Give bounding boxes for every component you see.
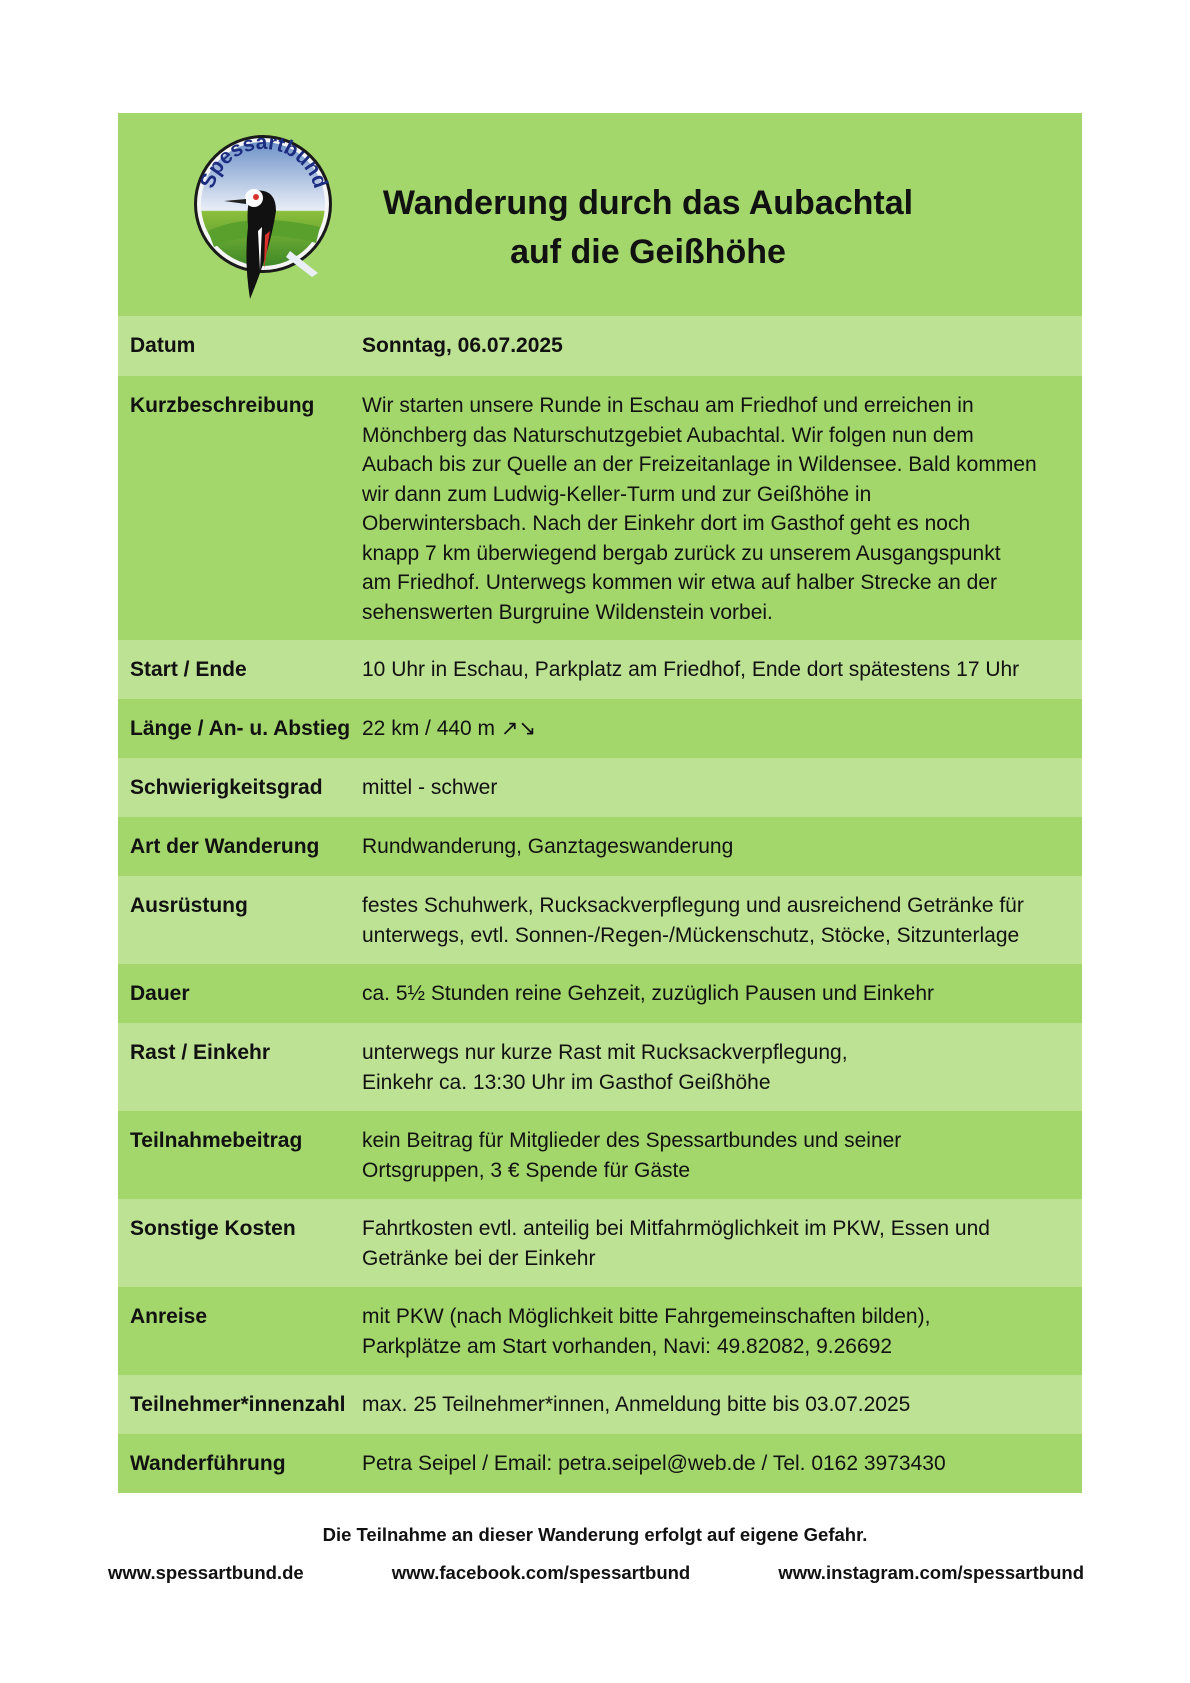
disclaimer: Die Teilnahme an dieser Wanderung erfolgt auf eigene Gefahr. — [322, 1524, 868, 1545]
row-ausruestung — [118, 876, 1082, 964]
row-value — [362, 1449, 1082, 1493]
row-label: Teilnehmer*innenzahl — [130, 1393, 346, 1416]
value-line: unterwegs, evtl. Sonnen-/Regen-/Mückenschutz, Stöcke, Sitzunterlage — [362, 923, 1020, 947]
value-line: Rundwanderung, Ganztageswanderung — [362, 835, 734, 858]
instagram-link[interactable]: www.instagram.com/spessartbund — [778, 1562, 1084, 1583]
row-schwierigkeitsgrad — [118, 758, 1082, 817]
row-art-der-wanderung — [118, 817, 1082, 876]
row-value — [362, 331, 1082, 376]
value-line: Parkplätze am Start vorhanden, Navi: 49.82082, 9.26692 — [362, 1334, 893, 1358]
page-title — [348, 179, 948, 277]
value-line: Wir starten unsere Runde in Eschau am Friedhof und erreichen in — [362, 394, 974, 417]
row-sonstige-kosten — [118, 1199, 1082, 1287]
row-value — [362, 655, 1082, 699]
row-label: Art der Wanderung — [130, 835, 320, 858]
row-label: Kurzbeschreibung — [130, 394, 315, 417]
row-label: Dauer — [130, 982, 190, 1005]
row-value — [362, 891, 1082, 964]
row-label: Rast / Einkehr — [130, 1041, 271, 1064]
value-line: Getränke bei der Einkehr — [362, 1246, 596, 1270]
row-value — [362, 1126, 1082, 1199]
value-line: Einkehr ca. 13:30 Uhr im Gasthof Geißhöhe — [362, 1070, 771, 1094]
value-line: 22 km / 440 m ↗↘ — [362, 717, 537, 740]
row-value — [362, 1390, 1082, 1434]
row-label: Start / Ende — [130, 658, 247, 681]
row-label: Ausrüstung — [130, 894, 248, 917]
value-line: Petra Seipel / Email: petra.seipel@web.de / Tel. 0162 3973430 — [362, 1452, 946, 1475]
value-line: Aubach bis zur Quelle an der Freizeitanlage in Wildensee. Bald kommen — [362, 453, 1037, 476]
value-line: Ortsgruppen, 3 € Spende für Gäste — [362, 1158, 691, 1182]
value-line: wir dann zum Ludwig-Keller-Turm und zur Geißhöhe in — [362, 482, 872, 506]
value-line: am Friedhof. Unterwegs kommen wir etwa auf halber Strecke an der — [362, 571, 997, 594]
spessartbund-logo — [190, 131, 336, 306]
value-line: max. 25 Teilnehmer*innen, Anmeldung bitte bis 03.07.2025 — [362, 1393, 911, 1416]
row-value — [362, 1302, 1082, 1375]
value-line: unterwegs nur kurze Rast mit Rucksackverpflegung, — [362, 1041, 848, 1064]
row-label: Wanderführung — [130, 1452, 286, 1475]
value-line: kein Beitrag für Mitglieder des Spessartbundes und seiner — [362, 1129, 902, 1152]
row-label: Anreise — [130, 1305, 208, 1328]
website-link[interactable]: www.spessartbund.de — [108, 1562, 304, 1583]
event-sheet — [118, 113, 1082, 1493]
row-rast-einkehr — [118, 1023, 1082, 1111]
value-line: ca. 5½ Stunden reine Gehzeit, zuzüglich Pausen und Einkehr — [362, 982, 935, 1005]
title-line-2: auf die Geißhöhe — [510, 233, 786, 271]
row-value — [362, 773, 1082, 817]
row-value — [362, 1214, 1082, 1287]
row-teilnahmebeitrag — [118, 1111, 1082, 1199]
value-line: 10 Uhr in Eschau, Parkplatz am Friedhof, Ende dort spätestens 17 Uhr — [362, 658, 1020, 681]
value-line: Sonntag, 06.07.2025 — [362, 334, 563, 357]
value-line: Mönchberg das Naturschutzgebiet Aubachtal. Wir folgen nun dem — [362, 423, 974, 447]
value-line: Fahrtkosten evtl. anteilig bei Mitfahrmöglichkeit im PKW, Essen und — [362, 1217, 990, 1240]
row-datum — [118, 316, 1082, 376]
row-label: Schwierigkeitsgrad — [130, 776, 323, 799]
row-label: Sonstige Kosten — [130, 1217, 296, 1240]
row-label: Datum — [130, 334, 196, 357]
value-line: festes Schuhwerk, Rucksackverpflegung und ausreichend Getränke für — [362, 894, 1024, 917]
row-label: Teilnahmebeitrag — [130, 1129, 303, 1152]
row-value — [362, 832, 1082, 876]
row-value — [362, 979, 1082, 1023]
row-dauer — [118, 964, 1082, 1023]
title-line-1: Wanderung durch das Aubachtal — [382, 184, 914, 222]
row-teilnehmerzahl — [118, 1375, 1082, 1434]
row-value — [362, 391, 1082, 640]
row-kurzbeschreibung — [118, 376, 1082, 640]
row-wanderfuehrung — [118, 1434, 1082, 1493]
value-line: knapp 7 km überwiegend bergab zurück zu unserem Ausgangspunkt — [362, 541, 1001, 565]
row-value — [362, 714, 1082, 758]
value-line: mit PKW (nach Möglichkeit bitte Fahrgemeinschaften bilden), — [362, 1305, 931, 1328]
row-anreise — [118, 1287, 1082, 1375]
value-line: mittel - schwer — [362, 776, 498, 799]
facebook-link[interactable]: www.facebook.com/spessartbund — [391, 1562, 691, 1583]
header — [118, 113, 1082, 316]
row-label: Länge / An- u. Abstieg — [130, 717, 351, 740]
row-value — [362, 1038, 1082, 1111]
footer-links — [108, 1562, 1084, 1584]
value-line: sehenswerten Burgruine Wildenstein vorbei. — [362, 600, 773, 624]
row-start-ende — [118, 640, 1082, 699]
svg-text:Spessartbund: Spessartbund — [195, 131, 333, 192]
value-line: Oberwintersbach. Nach der Einkehr dort im Gasthof geht es noch — [362, 512, 971, 535]
row-laenge — [118, 699, 1082, 758]
